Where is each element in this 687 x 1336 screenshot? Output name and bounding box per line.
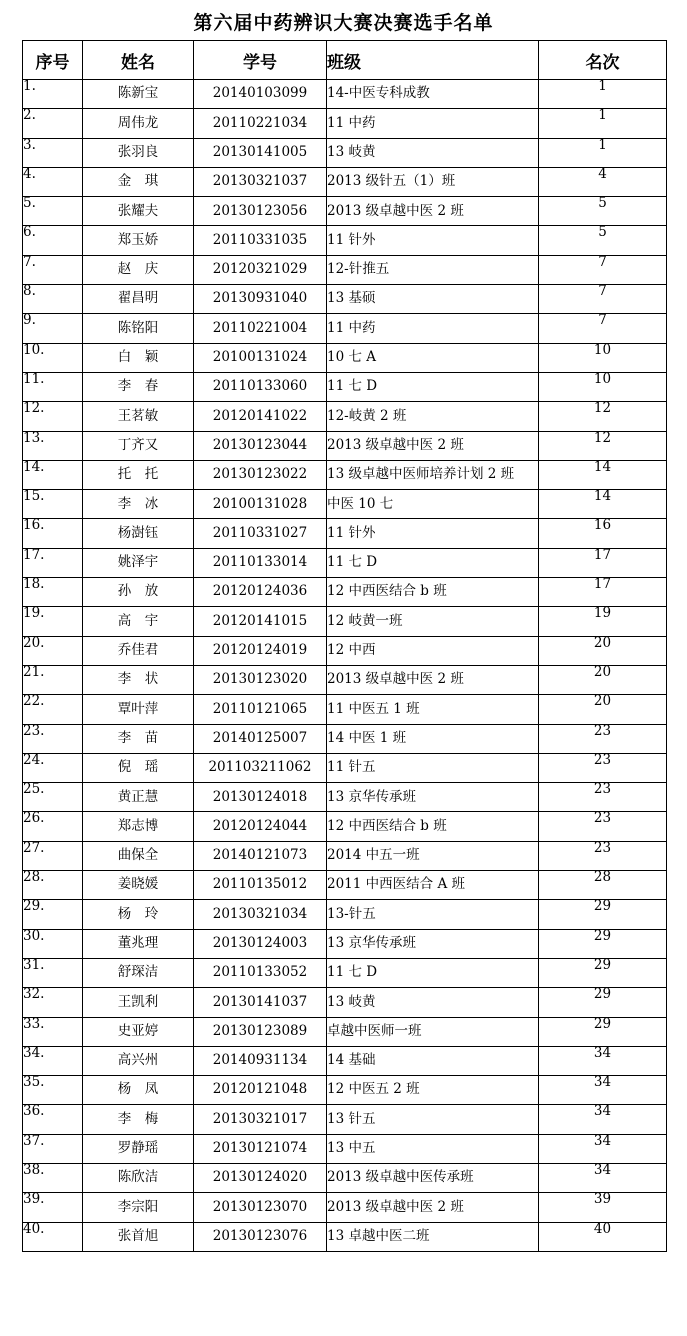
table-row [23,958,667,987]
header-rank: 名次 [539,41,667,80]
rank-cell: 7 [539,285,667,314]
table-row [23,1222,667,1251]
student-id-cell: 20140931134 [194,1046,327,1075]
serial-number-cell: 3. [23,138,83,167]
name-cell: 黄正慧 [83,783,194,812]
serial-number-cell: 4. [23,167,83,196]
name-cell: 高 宇 [83,607,194,636]
table-row [23,871,667,900]
class-cell: 11 七 D [327,548,539,577]
class-cell: 13 岐黄 [327,988,539,1017]
name-cell: 王凯利 [83,988,194,1017]
student-id-cell: 20100131028 [194,490,327,519]
class-cell: 13 针五 [327,1105,539,1134]
class-cell: 2013 级卓越中医 2 班 [327,197,539,226]
student-id-cell: 20110135012 [194,871,327,900]
table-row [23,988,667,1017]
rank-cell: 23 [539,753,667,782]
name-cell: 陈新宝 [83,80,194,109]
rank-cell: 23 [539,812,667,841]
table-row [23,343,667,372]
rank-cell: 34 [539,1105,667,1134]
student-id-cell: 20130123020 [194,665,327,694]
student-id-cell: 20130124018 [194,783,327,812]
header-class: 班级 [327,41,539,80]
class-cell: 中医 10 七 [327,490,539,519]
rank-cell: 29 [539,900,667,929]
table-row [23,1046,667,1075]
student-id-cell: 20120121048 [194,1076,327,1105]
serial-number-cell: 26. [23,812,83,841]
name-cell: 翟昌明 [83,285,194,314]
serial-number-cell: 8. [23,285,83,314]
student-id-cell: 20140103099 [194,80,327,109]
class-cell: 13 中五 [327,1134,539,1163]
table-row [23,695,667,724]
table-row [23,519,667,548]
table-header-row [23,41,667,80]
rank-cell: 1 [539,138,667,167]
student-id-cell: 20130123044 [194,431,327,460]
name-cell: 张首旭 [83,1222,194,1251]
rank-cell: 34 [539,1134,667,1163]
rank-cell: 14 [539,490,667,519]
serial-number-cell: 39. [23,1193,83,1222]
rank-cell: 39 [539,1193,667,1222]
name-cell: 赵 庆 [83,255,194,284]
name-cell: 曲保全 [83,841,194,870]
rank-cell: 17 [539,578,667,607]
serial-number-cell: 36. [23,1105,83,1134]
student-id-cell: 20110331027 [194,519,327,548]
serial-number-cell: 20. [23,636,83,665]
class-cell: 11 七 D [327,372,539,401]
table-row [23,1193,667,1222]
class-cell: 13 京华传承班 [327,929,539,958]
class-cell: 12 中西医结合 b 班 [327,812,539,841]
student-id-cell: 20130141037 [194,988,327,1017]
class-cell: 11 针五 [327,753,539,782]
table-row [23,109,667,138]
rank-cell: 7 [539,314,667,343]
name-cell: 李 冰 [83,490,194,519]
serial-number-cell: 18. [23,578,83,607]
name-cell: 周伟龙 [83,109,194,138]
student-id-cell: 20110133052 [194,958,327,987]
rank-cell: 34 [539,1046,667,1075]
serial-number-cell: 7. [23,255,83,284]
table-row [23,226,667,255]
name-cell: 李 状 [83,665,194,694]
name-cell: 姜晓媛 [83,871,194,900]
student-id-cell: 20120124019 [194,636,327,665]
table-row [23,607,667,636]
rank-cell: 14 [539,460,667,489]
name-cell: 倪 瑶 [83,753,194,782]
student-id-cell: 20130123089 [194,1017,327,1046]
student-id-cell: 20140121073 [194,841,327,870]
rank-cell: 23 [539,724,667,753]
serial-number-cell: 15. [23,490,83,519]
class-cell: 12-岐黄 2 班 [327,402,539,431]
table-row [23,138,667,167]
rank-cell: 20 [539,665,667,694]
student-id-cell: 20130124020 [194,1163,327,1192]
class-cell: 13-针五 [327,900,539,929]
class-cell: 14 中医 1 班 [327,724,539,753]
class-cell: 13 京华传承班 [327,783,539,812]
name-cell: 高兴州 [83,1046,194,1075]
rank-cell: 29 [539,958,667,987]
table-row [23,1134,667,1163]
name-cell: 姚泽宇 [83,548,194,577]
finalists-table [22,40,667,1252]
table-row [23,460,667,489]
name-cell: 郑玉娇 [83,226,194,255]
rank-cell: 12 [539,431,667,460]
student-id-cell: 20130321017 [194,1105,327,1134]
student-id-cell: 20140125007 [194,724,327,753]
rank-cell: 19 [539,607,667,636]
table-row [23,402,667,431]
table-row [23,1105,667,1134]
serial-number-cell: 1. [23,80,83,109]
class-cell: 12 中西医结合 b 班 [327,578,539,607]
name-cell: 孙 放 [83,578,194,607]
rank-cell: 5 [539,226,667,255]
table-body [23,80,667,1252]
table-row [23,197,667,226]
serial-number-cell: 6. [23,226,83,255]
name-cell: 覃叶萍 [83,695,194,724]
rank-cell: 1 [539,80,667,109]
student-id-cell: 20120124036 [194,578,327,607]
serial-number-cell: 27. [23,841,83,870]
name-cell: 张羽良 [83,138,194,167]
table-row [23,1076,667,1105]
name-cell: 李 苗 [83,724,194,753]
serial-number-cell: 29. [23,900,83,929]
class-cell: 12 中医五 2 班 [327,1076,539,1105]
rank-cell: 10 [539,343,667,372]
serial-number-cell: 31. [23,958,83,987]
rank-cell: 12 [539,402,667,431]
rank-cell: 20 [539,695,667,724]
student-id-cell: 20130123022 [194,460,327,489]
class-cell: 11 针外 [327,519,539,548]
class-cell: 卓越中医师一班 [327,1017,539,1046]
rank-cell: 28 [539,871,667,900]
name-cell: 金 琪 [83,167,194,196]
table-row [23,636,667,665]
student-id-cell: 20100131024 [194,343,327,372]
rank-cell: 5 [539,197,667,226]
class-cell: 11 七 D [327,958,539,987]
name-cell: 张耀夫 [83,197,194,226]
class-cell: 2013 级卓越中医传承班 [327,1163,539,1192]
serial-number-cell: 34. [23,1046,83,1075]
name-cell: 乔佳君 [83,636,194,665]
table-row [23,929,667,958]
serial-number-cell: 12. [23,402,83,431]
table-row [23,548,667,577]
table-row [23,167,667,196]
class-cell: 12-针推五 [327,255,539,284]
table-row [23,841,667,870]
serial-number-cell: 30. [23,929,83,958]
name-cell: 舒琛洁 [83,958,194,987]
table-row [23,724,667,753]
class-cell: 13 岐黄 [327,138,539,167]
class-cell: 12 岐黄一班 [327,607,539,636]
name-cell: 董兆理 [83,929,194,958]
serial-number-cell: 9. [23,314,83,343]
table-row [23,490,667,519]
table-row [23,80,667,109]
rank-cell: 7 [539,255,667,284]
serial-number-cell: 32. [23,988,83,1017]
class-cell: 2013 级卓越中医 2 班 [327,1193,539,1222]
table-row [23,1163,667,1192]
serial-number-cell: 37. [23,1134,83,1163]
student-id-cell: 20120124044 [194,812,327,841]
name-cell: 王茗敏 [83,402,194,431]
name-cell: 托 托 [83,460,194,489]
rank-cell: 17 [539,548,667,577]
rank-cell: 29 [539,988,667,1017]
header-student-id: 学号 [194,41,327,80]
rank-cell: 23 [539,783,667,812]
serial-number-cell: 19. [23,607,83,636]
name-cell: 陈铭阳 [83,314,194,343]
student-id-cell: 20130931040 [194,285,327,314]
document-title: 第六届中药辨识大赛决赛选手名单 [193,12,494,34]
student-id-cell: 20120321029 [194,255,327,284]
class-cell: 13 级卓越中医师培养计划 2 班 [327,460,539,489]
student-id-cell: 20110133014 [194,548,327,577]
name-cell: 陈欣洁 [83,1163,194,1192]
table-row [23,285,667,314]
rank-cell: 1 [539,109,667,138]
table-row [23,812,667,841]
serial-number-cell: 10. [23,343,83,372]
name-cell: 郑志博 [83,812,194,841]
rank-cell: 23 [539,841,667,870]
serial-number-cell: 25. [23,783,83,812]
name-cell: 李 春 [83,372,194,401]
rank-cell: 34 [539,1076,667,1105]
rank-cell: 4 [539,167,667,196]
serial-number-cell: 38. [23,1163,83,1192]
name-cell: 杨 凤 [83,1076,194,1105]
table-row [23,578,667,607]
class-cell: 11 中医五 1 班 [327,695,539,724]
name-cell: 杨澍钰 [83,519,194,548]
serial-number-cell: 13. [23,431,83,460]
table-row [23,314,667,343]
table-row [23,372,667,401]
table-row [23,753,667,782]
serial-number-cell: 17. [23,548,83,577]
serial-number-cell: 24. [23,753,83,782]
table-row [23,665,667,694]
class-cell: 2013 级卓越中医 2 班 [327,665,539,694]
serial-number-cell: 23. [23,724,83,753]
student-id-cell: 201103211062 [194,753,327,782]
student-id-cell: 20110121065 [194,695,327,724]
student-id-cell: 20120141015 [194,607,327,636]
class-cell: 11 中药 [327,109,539,138]
serial-number-cell: 11. [23,372,83,401]
student-id-cell: 20130123070 [194,1193,327,1222]
table-row [23,1017,667,1046]
table-row [23,900,667,929]
class-cell: 11 针外 [327,226,539,255]
student-id-cell: 20130123056 [194,197,327,226]
rank-cell: 20 [539,636,667,665]
class-cell: 2011 中西医结合 A 班 [327,871,539,900]
name-cell: 丁齐又 [83,431,194,460]
serial-number-cell: 2. [23,109,83,138]
class-cell: 2013 级卓越中医 2 班 [327,431,539,460]
student-id-cell: 20110331035 [194,226,327,255]
name-cell: 李宗阳 [83,1193,194,1222]
table-row [23,783,667,812]
student-id-cell: 20110221004 [194,314,327,343]
rank-cell: 29 [539,929,667,958]
serial-number-cell: 28. [23,871,83,900]
rank-cell: 34 [539,1163,667,1192]
class-cell: 2013 级针五（1）班 [327,167,539,196]
student-id-cell: 20110133060 [194,372,327,401]
rank-cell: 40 [539,1222,667,1251]
serial-number-cell: 21. [23,665,83,694]
serial-number-cell: 35. [23,1076,83,1105]
rank-cell: 10 [539,372,667,401]
serial-number-cell: 40. [23,1222,83,1251]
rank-cell: 29 [539,1017,667,1046]
class-cell: 10 七 A [327,343,539,372]
student-id-cell: 20110221034 [194,109,327,138]
name-cell: 罗静瑶 [83,1134,194,1163]
name-cell: 史亚婷 [83,1017,194,1046]
table-row [23,255,667,284]
serial-number-cell: 33. [23,1017,83,1046]
student-id-cell: 20130321034 [194,900,327,929]
rank-cell: 16 [539,519,667,548]
student-id-cell: 20120141022 [194,402,327,431]
student-id-cell: 20130123076 [194,1222,327,1251]
serial-number-cell: 14. [23,460,83,489]
serial-number-cell: 16. [23,519,83,548]
class-cell: 12 中西 [327,636,539,665]
header-serial-number: 序号 [23,41,83,80]
class-cell: 13 基硕 [327,285,539,314]
class-cell: 14-中医专科成教 [327,80,539,109]
name-cell: 白 颖 [83,343,194,372]
student-id-cell: 20130124003 [194,929,327,958]
student-id-cell: 20130141005 [194,138,327,167]
class-cell: 14 基础 [327,1046,539,1075]
header-name: 姓名 [83,41,194,80]
serial-number-cell: 5. [23,197,83,226]
student-id-cell: 20130121074 [194,1134,327,1163]
class-cell: 11 中药 [327,314,539,343]
serial-number-cell: 22. [23,695,83,724]
class-cell: 13 卓越中医二班 [327,1222,539,1251]
name-cell: 李 梅 [83,1105,194,1134]
table-row [23,431,667,460]
name-cell: 杨 玲 [83,900,194,929]
student-id-cell: 20130321037 [194,167,327,196]
class-cell: 2014 中五一班 [327,841,539,870]
